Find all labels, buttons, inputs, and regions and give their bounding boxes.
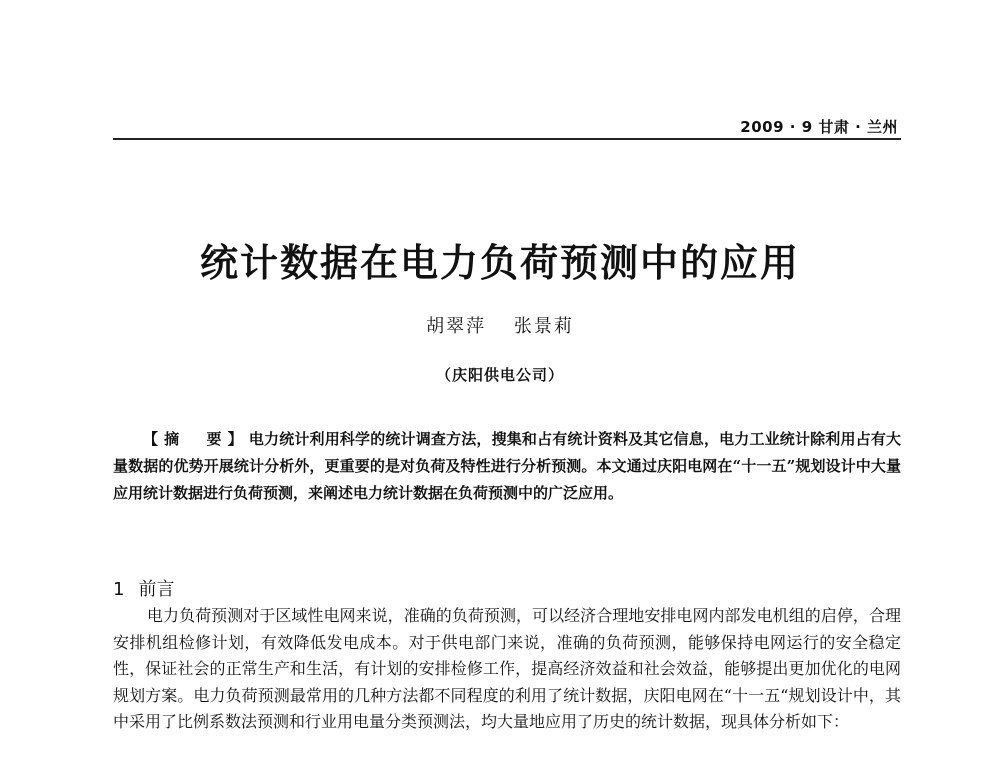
section-heading [113, 575, 174, 601]
authors [0, 312, 1000, 338]
body-paragraph: 电力负荷预测对于区域性电网来说，准确的负荷预测，可以经济合理地安排电网内部发电机组的启停，合理安排机组检修计划，有效降低发电成本。对于供电部门来说，准确的负荷预测，能够保持电网运行的安全稳定性，保证社会的正常生产和生活，有计划的安排检修工作，提高经济效益和社会效益，能够提出更加优化的电网规划方案。电力负荷预测最常用的几种方法都不同程度的利用了统计数据，庆阳电网在“十一五“规划设计中，其中采用了比例系数法预测和行业用电量分类预测法，均大量地应用了历史的统计数据，现具体分析如下： [113, 606, 901, 731]
header-rule [113, 138, 901, 140]
header-meta: 2009 · 9 甘肃 · 兰州 [740, 118, 898, 136]
section-number: 1 [113, 579, 125, 600]
section-title: 前言 [138, 579, 175, 600]
abstract [113, 426, 901, 507]
abstract-label: 【摘 要】 [143, 430, 249, 448]
abstract-text: 电力统计利用科学的统计调查方法，搜集和占有统计资料及其它信息，电力工业统计除利用占有大量数据的优势开展统计分析外，更重要的是对负荷及特性进行分析预测。本文通过庆阳电网在“十一五”规划设计中大量应用统计数据进行负荷预测，来阐述电力统计数据在负荷预测中的广泛应用。 [113, 430, 901, 502]
author-name: 胡翠萍 [426, 316, 487, 337]
author-name: 张景莉 [513, 316, 574, 337]
paper-title: 统计数据在电力负荷预测中的应用 [199, 240, 800, 285]
affiliation: （庆阳供电公司） [435, 366, 564, 384]
